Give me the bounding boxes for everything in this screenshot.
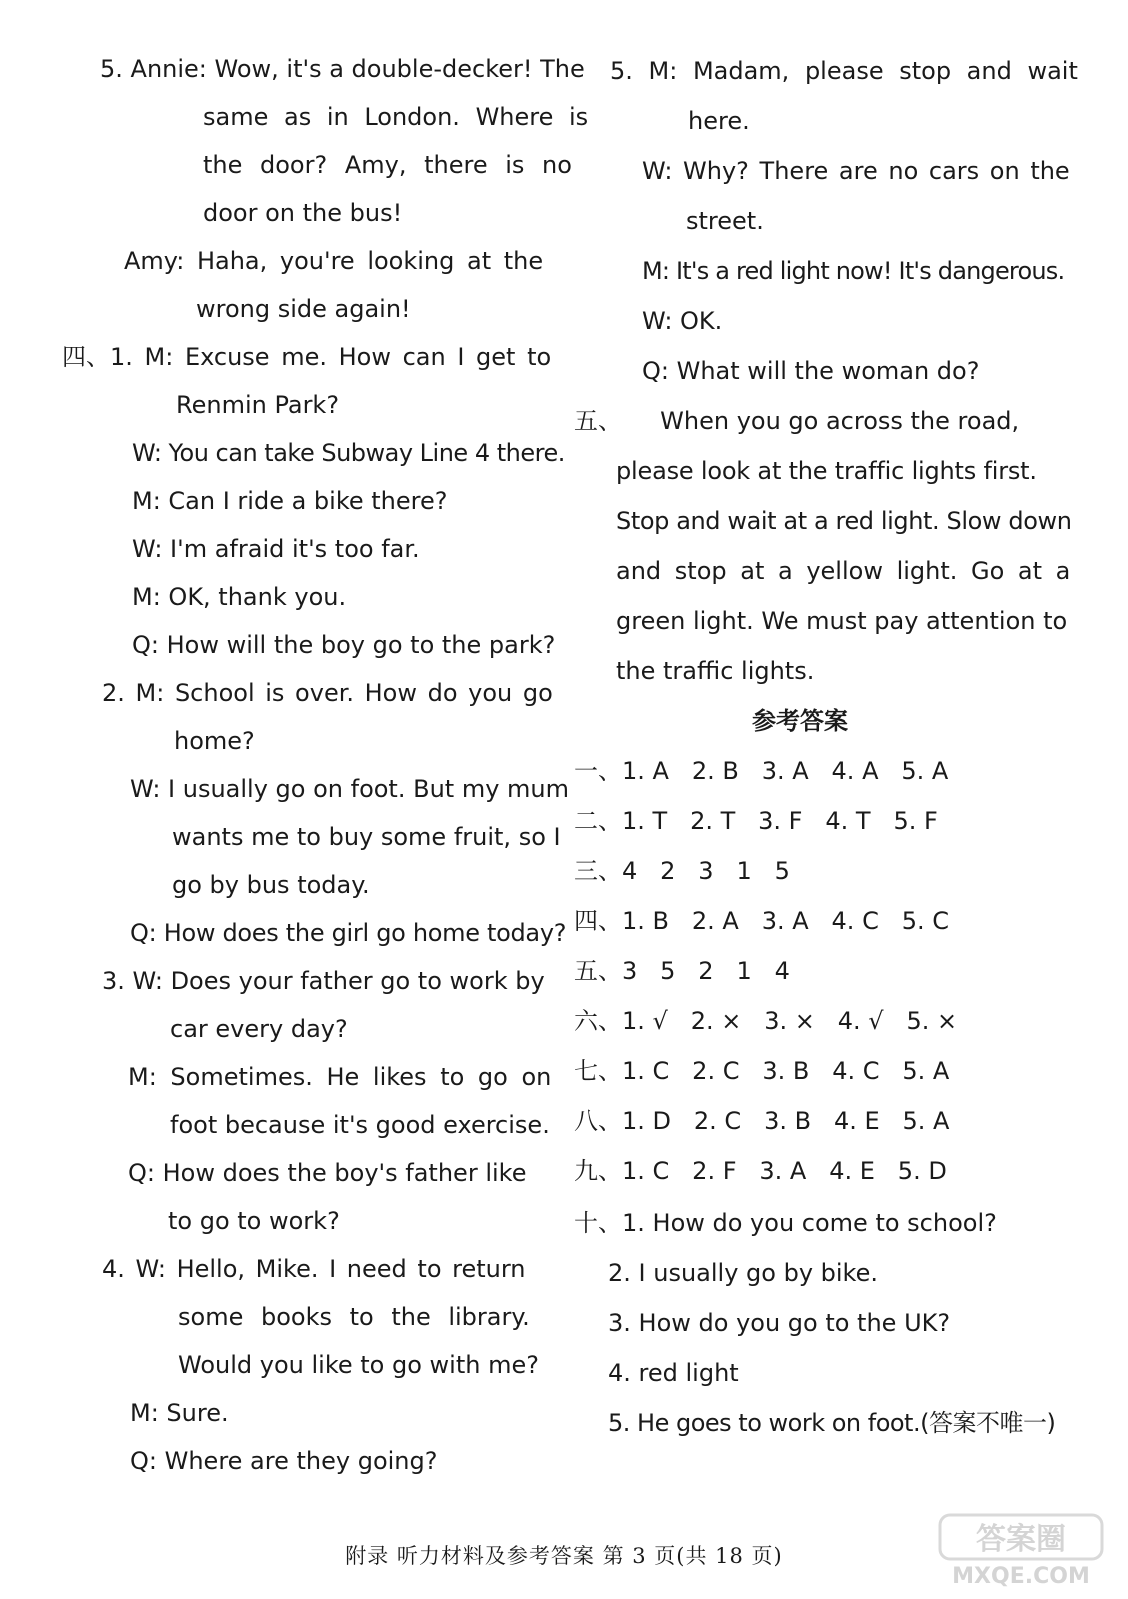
text-line: wrong side again! bbox=[196, 295, 411, 323]
answer-row: 二、1. T 2. T 3. F 4. T 5. F bbox=[574, 807, 938, 835]
text-line: Renmin Park? bbox=[176, 391, 340, 419]
svg-text:答案圈: 答案圈 bbox=[976, 1522, 1066, 1557]
text-line: Would you like to go with me? bbox=[178, 1351, 539, 1379]
answer-row: 2. I usually go by bike. bbox=[608, 1259, 878, 1287]
answers-heading: 参考答案 bbox=[752, 707, 848, 735]
page-footer: 附录 听力材料及参考答案 第 3 页(共 18 页) bbox=[345, 1544, 783, 1568]
text-line: and stop at a yellow light. Go at a bbox=[616, 557, 1071, 585]
text-line: 四、1. M: Excuse me. How can I get to bbox=[62, 343, 552, 371]
text-line: 五、 When you go across the road, bbox=[574, 407, 1020, 435]
answer-row: 5. He goes to work on foot.(答案不唯一) bbox=[608, 1409, 1056, 1437]
text-line: Q: What will the woman do? bbox=[642, 357, 980, 385]
text-line: 2. M: School is over. How do you go bbox=[102, 679, 553, 707]
text-line: door on the bus! bbox=[203, 199, 403, 227]
text-line: W: You can take Subway Line 4 there. bbox=[132, 439, 565, 467]
text-line: Q: How will the boy go to the park? bbox=[132, 631, 556, 659]
text-line: 3. W: Does your father go to work by bbox=[102, 967, 545, 995]
text-line: Q: How does the boy's father like bbox=[128, 1159, 527, 1187]
text-line: Amy: Haha, you're looking at the bbox=[124, 247, 544, 275]
answer-row: 七、1. C 2. C 3. B 4. C 5. A bbox=[574, 1057, 950, 1085]
text-line: W: Why? There are no cars on the bbox=[642, 157, 1070, 185]
text-line: M: Sure. bbox=[130, 1399, 229, 1427]
text-line: some books to the library. bbox=[178, 1303, 530, 1331]
answer-row: 3. How do you go to the UK? bbox=[608, 1309, 951, 1337]
text-line: M: It's a red light now! It's dangerous. bbox=[642, 257, 1065, 285]
text-line: same as in London. Where is bbox=[203, 103, 589, 131]
text-line: M: Can I ride a bike there? bbox=[132, 487, 448, 515]
text-line: street. bbox=[686, 207, 764, 235]
text-line: W: OK. bbox=[642, 307, 723, 335]
watermark-logo bbox=[936, 1511, 1106, 1589]
text-line: M: Sometimes. He likes to go on bbox=[128, 1063, 552, 1091]
answer-row: 一、1. A 2. B 3. A 4. A 5. A bbox=[574, 757, 949, 785]
text-line: W: I'm afraid it's too far. bbox=[132, 535, 420, 563]
text-line: the traffic lights. bbox=[616, 657, 815, 685]
text-line: foot because it's good exercise. bbox=[170, 1111, 550, 1139]
answer-row: 四、1. B 2. A 3. A 4. C 5. C bbox=[574, 907, 949, 935]
answer-row: 4. red light bbox=[608, 1359, 739, 1387]
text-line: 5. Annie: Wow, it's a double-decker! The bbox=[100, 55, 585, 83]
text-line: wants me to buy some fruit, so I bbox=[172, 823, 561, 851]
text-line: the door? Amy, there is no bbox=[203, 151, 572, 179]
text-line: Stop and wait at a red light. Slow down bbox=[616, 507, 1072, 535]
text-line: go by bus today. bbox=[172, 871, 370, 899]
text-line: green light. We must pay attention to bbox=[616, 607, 1068, 635]
text-line: please look at the traffic lights first. bbox=[616, 457, 1037, 485]
text-line: 4. W: Hello, Mike. I need to return bbox=[102, 1255, 526, 1283]
answer-row: 十、1. How do you come to school? bbox=[574, 1209, 997, 1237]
text-line: Q: How does the girl go home today? bbox=[130, 919, 567, 947]
text-line: M: OK, thank you. bbox=[132, 583, 347, 611]
answer-row: 八、1. D 2. C 3. B 4. E 5. A bbox=[574, 1107, 950, 1135]
answer-row: 九、1. C 2. F 3. A 4. E 5. D bbox=[574, 1157, 947, 1185]
answer-row: 六、1. √ 2. × 3. × 4. √ 5. × bbox=[574, 1007, 958, 1035]
text-line: car every day? bbox=[170, 1015, 348, 1043]
answer-row: 五、3 5 2 1 4 bbox=[574, 957, 790, 985]
svg-text:MXQE.COM: MXQE.COM bbox=[952, 1564, 1090, 1589]
text-line: home? bbox=[174, 727, 255, 755]
text-line: 5. M: Madam, please stop and wait bbox=[610, 57, 1078, 85]
text-line: Q: Where are they going? bbox=[130, 1447, 438, 1475]
text-line: here. bbox=[688, 107, 750, 135]
text-line: W: I usually go on foot. But my mum bbox=[130, 775, 569, 803]
text-line: to go to work? bbox=[168, 1207, 340, 1235]
answer-row: 三、4 2 3 1 5 bbox=[574, 857, 790, 885]
